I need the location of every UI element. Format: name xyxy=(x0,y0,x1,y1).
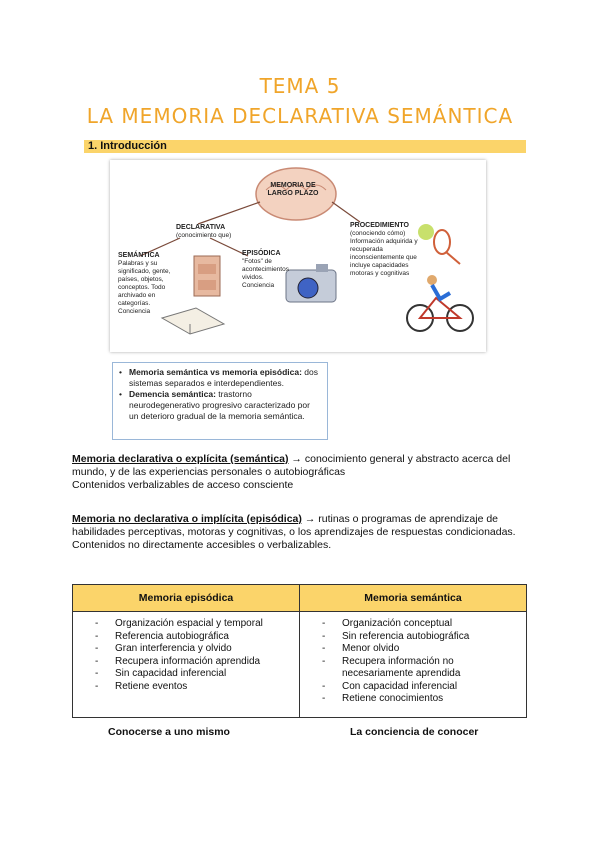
bullets-box xyxy=(112,362,328,440)
file-cabinet-icon xyxy=(194,256,220,296)
list-item: - Organización conceptual xyxy=(318,618,522,631)
bullet-item: • Memoria semántica vs memoria episódica: dos sistemas separados e interdependientes. xyxy=(119,367,321,389)
cyclist-icon xyxy=(407,275,473,331)
list-item: - Referencia autobiográfica xyxy=(91,631,295,644)
diagram-declarativa-sub: (conocimiento que) xyxy=(176,232,232,239)
tennis-icon xyxy=(418,224,460,264)
list-item: - Con capacidad inferencial xyxy=(318,681,522,694)
list-item: - Organización espacial y temporal xyxy=(91,618,295,631)
diagram-procedimiento-label: PROCEDIMIENTO xyxy=(350,222,409,229)
caption-right: La conciencia de conocer xyxy=(350,726,479,738)
comparison-table xyxy=(72,584,527,718)
section-title: 1. Introducción xyxy=(88,140,167,152)
caption-left: Conocerse a uno mismo xyxy=(108,726,230,738)
table-header-semantica: Memoria semántica xyxy=(300,585,527,612)
list-item: - Sin capacidad inferencial xyxy=(91,668,295,681)
table-cell-episodica xyxy=(73,612,300,718)
memory-diagram xyxy=(110,160,486,352)
term-no-declarativa: Memoria no declarativa o implícita (episódica) xyxy=(72,513,302,525)
list-item: - Recupera información aprendida xyxy=(91,656,295,669)
list-item: - Retiene conocimientos xyxy=(318,693,522,706)
diagram-semantica-label: SEMÁNTICA xyxy=(118,252,160,259)
table-cell-semantica xyxy=(300,612,527,718)
title-line-1: TEMA 5 xyxy=(259,74,341,98)
list-item: - Recupera información no necesariamente aprendida xyxy=(318,656,522,681)
term-declarativa: Memoria declarativa o explícita (semántica) xyxy=(72,453,289,465)
paragraph-no-declarativa: Memoria no declarativa o implícita (episódica) → rutinas o programas de aprendizaje de habilidades perceptivas, motoras y cognitivas, o los aprendizajes de respuestas condicionadas. Contenidos no directamente accesibles o verbalizables. xyxy=(72,513,516,551)
paragraph-no-declarativa-line2: Contenidos no directamente accesibles o verbalizables. xyxy=(72,539,332,551)
diagram-semantica-sub: Palabras y su significado, gente, países, objetos, conceptos. Todo archivado en categorías. Conciencia xyxy=(118,260,171,315)
list-item: - Sin referencia autobiográfica xyxy=(318,631,522,644)
paragraph-declarativa-line2: Contenidos verbalizables de acceso consciente xyxy=(72,479,294,491)
list-item: - Menor olvido xyxy=(318,643,522,656)
table-header-episodica: Memoria episódica xyxy=(73,585,300,612)
bullet-item: • Demencia semántica: trastorno neurodegenerativo progresivo caracterizado por un deterioro gradual de la memoria semántica. xyxy=(119,389,321,422)
paragraph-declarativa: Memoria declarativa o explícita (semántica) → conocimiento general y abstracto acerca del mundo, y de las experiencias personales o autobiográficas Contenidos verbalizables de acceso consciente xyxy=(72,453,511,491)
diagram-procedimiento-sub: (conociendo cómo) Información adquirida y recuperada inconscientemente que incluye capacidades motoras y cognitivas xyxy=(350,230,418,277)
diagram-declarativa-label: DECLARATIVA xyxy=(176,224,226,231)
diagram-root-label: MEMORIA DE LARGO PLAZO xyxy=(267,182,319,197)
list-item: - Retiene eventos xyxy=(91,681,295,694)
diagram-episodica-sub: "Fotos" de acontecimientos vividos. Conciencia xyxy=(242,258,289,289)
title-line-2: LA MEMORIA DECLARATIVA SEMÁNTICA xyxy=(86,104,514,128)
list-item: - Gran interferencia y olvido xyxy=(91,643,295,656)
diagram-episodica-label: EPISÓDICA xyxy=(242,250,281,257)
